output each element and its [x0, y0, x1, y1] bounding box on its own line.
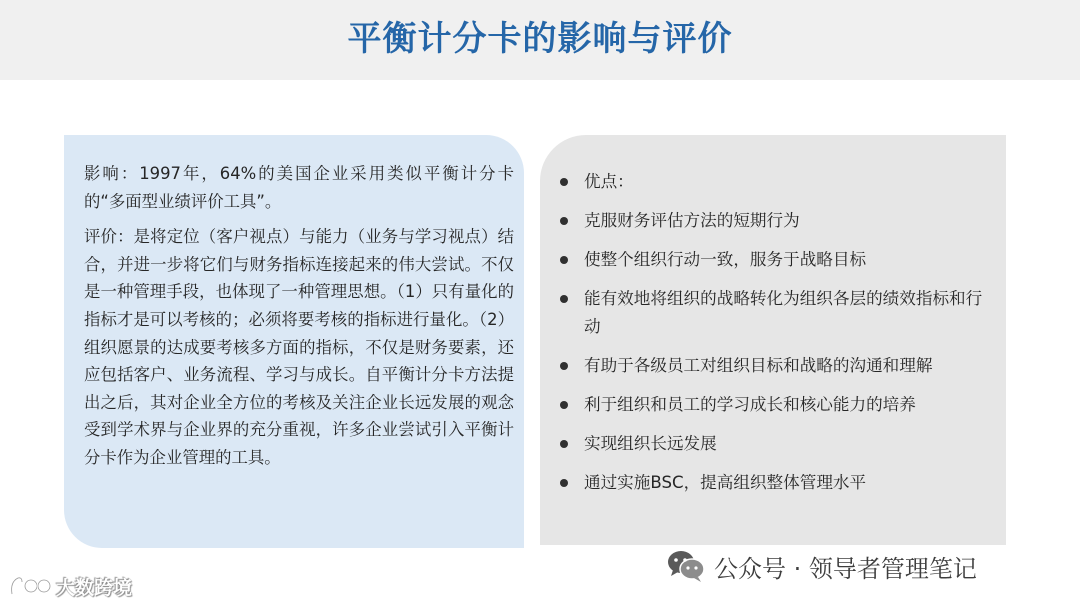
list-item-text: 有助于各级员工对组织目标和战略的沟通和理解 — [584, 356, 933, 375]
list-item — [558, 469, 998, 497]
list-item — [558, 430, 998, 458]
bullet-icon — [560, 256, 568, 264]
corner-brand-mark — [8, 572, 132, 600]
list-item-text: 使整个组织行动一致，服务于战略目标 — [584, 250, 867, 269]
bullet-icon — [560, 295, 568, 303]
page-title: 平衡计分卡的影响与评价 — [347, 19, 733, 59]
wechat-icon — [666, 549, 706, 583]
wechat-watermark — [666, 546, 977, 586]
evaluation-paragraph: 评价：是将定位（客户视点）与能力（业务与学习视点）结合，并进一步将它们与财务指标连接起来的伟大尝试。不仅是一种管理手段，也体现了一种管理思想。（1）只有量化的指标才是可以考核的；必须将要考核的指标进行量化。（2）组织愿景的达成要考核多方面的指标，不仅是财务要素，还应包括客户、业务流程、学习与成长。自平衡计分卡方法提出之后，其对企业全方位的考核及关注企业长远发展的观念受到学术界与企业界的充分重视，许多企业尝试引入平衡计分卡作为企业管理的工具。 — [84, 227, 514, 467]
bullet-icon — [560, 217, 568, 225]
impact-paragraph: 影响：1997年，64%的美国企业采用类似平衡计分卡的“多面型业绩评价工具”。 — [84, 164, 514, 211]
brand-logo-icon — [8, 574, 52, 598]
list-item — [558, 207, 998, 235]
list-item — [558, 391, 998, 419]
advantages-list — [558, 168, 998, 508]
bullet-icon — [560, 440, 568, 448]
list-item — [558, 352, 998, 380]
list-item-text: 利于组织和员工的学习成长和核心能力的培养 — [584, 395, 916, 414]
watermark-text: 公众号 · 领导者管理笔记 — [714, 554, 977, 583]
corner-brand-text: 大数跨境 — [56, 576, 133, 599]
list-item-text: 克服财务评估方法的短期行为 — [584, 211, 800, 230]
bullet-icon — [560, 479, 568, 487]
list-item-text: 通过实施BSC，提高组织整体管理水平 — [584, 473, 867, 492]
bullet-icon — [560, 362, 568, 370]
list-item — [558, 168, 998, 196]
list-item — [558, 285, 998, 341]
list-item — [558, 246, 998, 274]
bullet-icon — [560, 401, 568, 409]
list-item-text: 能有效地将组织的战略转化为组织各层的绩效指标和行动 — [584, 289, 983, 336]
bullet-icon — [560, 178, 568, 186]
list-item-text: 优点： — [584, 172, 634, 191]
impact-evaluation-text — [84, 160, 514, 472]
list-item-text: 实现组织长远发展 — [584, 434, 717, 453]
